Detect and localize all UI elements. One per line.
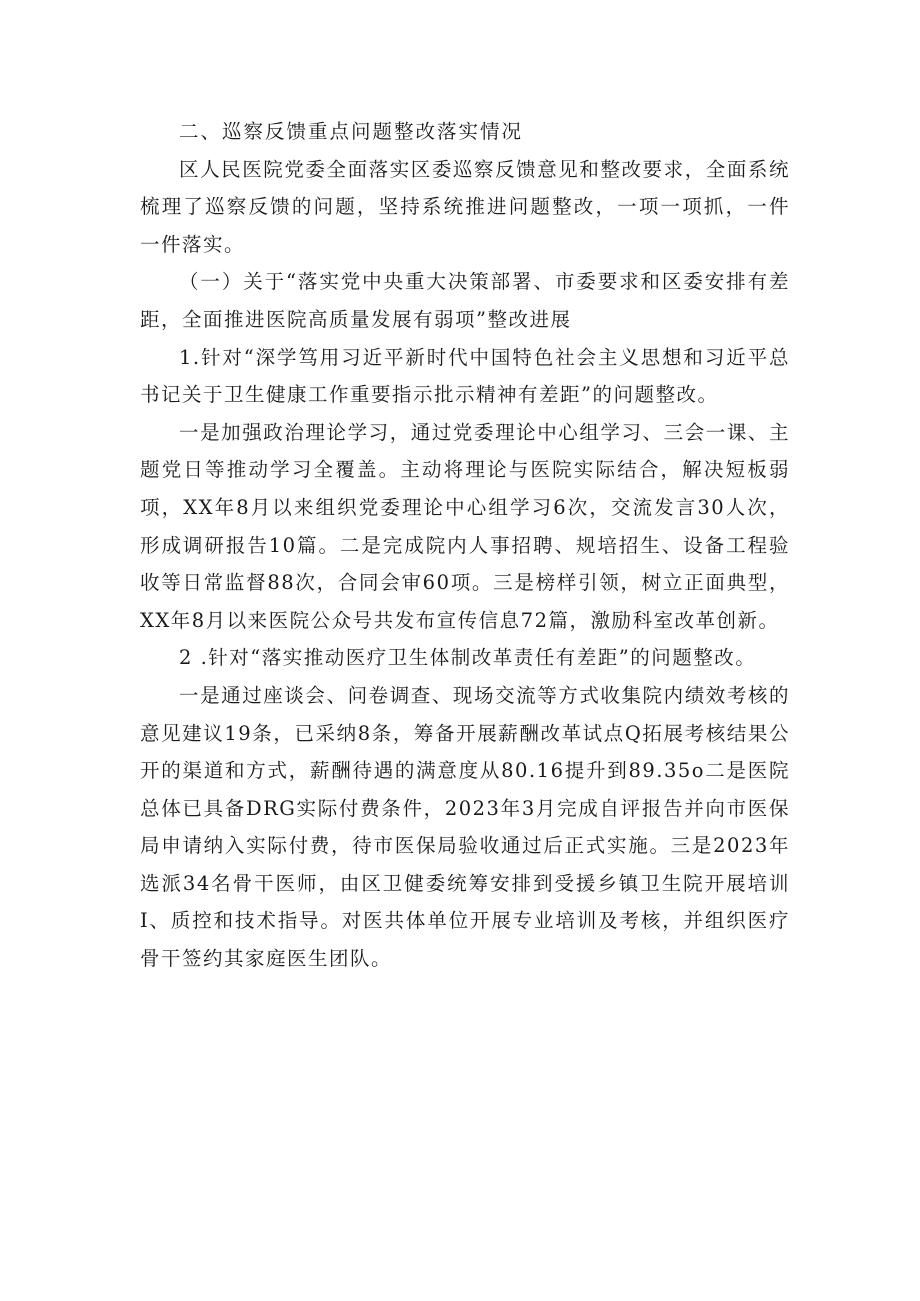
intro-paragraph: 区人民医院党委全面落实区委巡察反馈意见和整改要求，全面系统梳理了巡察反馈的问题，坚持系统推进问题整改，一项一项抓，一件一件落实。: [140, 157, 790, 256]
subsection-heading: （一）关于“落实党中央重大决策部署、市委要求和区委安排有差距，全面推进医院高质量发展有弱项”整改进展: [140, 270, 790, 331]
item-1-body: 一是加强政治理论学习，通过党委理论中心组学习、三会一课、主题党日等推动学习全覆盖。主动将理论与医院实际结合，解决短板弱项，XX年8月以来组织党委理论中心组学习6次，交流发言30人次，形成调研报告10篇。二是完成院内人事招聘、规培招生、设备工程验收等日常监督88次，合同会审60项。三是榜样引领，树立正面典型，XX年8月以来医院公众号共发布宣传信息72篇，激励科室改革创新。: [140, 420, 790, 632]
section-heading: 二、巡察反馈重点问题整改落实情况: [179, 120, 524, 143]
item-2-body: 一是通过座谈会、问卷调查、现场交流等方式收集院内绩效考核的意见建议19条，已采纳8条，筹备开展薪酬改革试点Q拓展考核结果公开的渠道和方式，薪酬待遇的满意度从80.16提升到89.35o二是医院总体已具备DRG实际付费条件，2023年3月完成自评报告并向市医保局申请纳入实际付费，待市医保局验收通过后正式实施。三是2023年选派34名骨干医师，由区卫健委统筹安排到受援乡镇卫生院开展培训I、质控和技术指导。对医共体单位开展专业培训及考核，并组织医疗骨干签约其家庭医生团队。: [140, 683, 790, 971]
item-1-heading: 1.针对“深学笃用习近平新时代中国特色社会主义思想和习近平总书记关于卫生健康工作重要指示批示精神有差距”的问题整改。: [140, 345, 790, 407]
item-2-heading: 2 .针对“落实推动医疗卫生体制改革责任有差距”的问题整改。: [179, 646, 757, 670]
document-body: [140, 113, 790, 978]
